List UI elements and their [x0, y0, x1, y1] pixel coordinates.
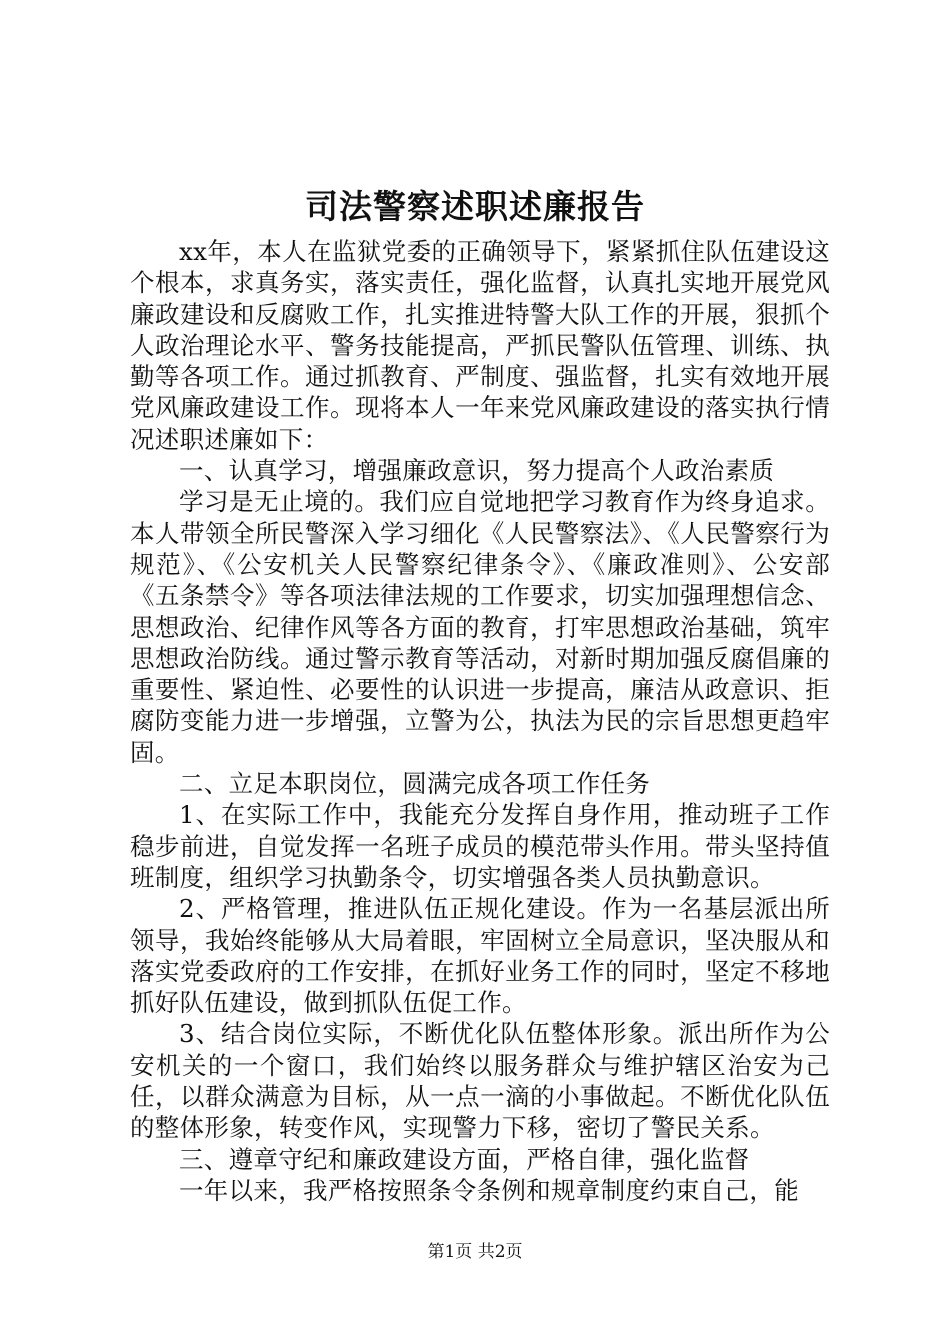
section-1-paragraph: 学习是无止境的。我们应自觉地把学习教育作为终身追求。本人带领全所民警深入学习细化《人民警察法》、《人民警察行为规范》、《公安机关人民警察纪律条令》、《廉政准则》、公安部《五条禁令》等各项法律法规的工作要求，切实加强理想信念、思想政治、纪律作风等各方面的教育，打牢思想政治基础，筑牢思想政治防线。通过警示教育等活动，对新时期加强反腐倡廉的重要性、紧迫性、必要性的认识进一步提高，廉洁从政意识、拒腐防变能力进一步增强，立警为公，执法为民的宗旨思想更趋牢固。 — [130, 487, 830, 767]
section-2-item-2: 2、严格管理，推进队伍正规化建设。作为一名基层派出所领导，我始终能够从大局着眼，牢固树立全局意识，坚决服从和落实党委政府的工作安排，在抓好业务工作的同时，坚定不移地抓好队伍建设，做到抓队伍促工作。 — [130, 894, 830, 1018]
document-title: 司法警察述职述廉报告 — [305, 187, 645, 226]
section-3-paragraph: 一年以来，我严格按照条令条例和规章制度约束自己，能 — [179, 1175, 799, 1205]
section-1-heading: 一、认真学习，增强廉政意识，努力提高个人政治素质 — [179, 456, 775, 486]
section-2-item-3: 3、结合岗位实际，不断优化队伍整体形象。派出所作为公安机关的一个窗口，我们始终以服务群众与维护辖区治安为己任，以群众满意为目标，从一点一滴的小事做起。不断优化队伍的整体形象，转变作风，实现警力下移，密切了警民关系。 — [130, 1019, 830, 1143]
section-2-item-1: 1、在实际工作中，我能充分发挥自身作用，推动班子工作稳步前进，自觉发挥一名班子成员的模范带头作用。带头坚持值班制度，组织学习执勤条令，切实增强各类人员执勤意识。 — [130, 800, 830, 892]
document-body — [130, 236, 830, 1206]
section-3-heading: 三、遵章守纪和廉政建设方面，严格自律，强化监督 — [179, 1144, 750, 1174]
section-2-heading: 二、立足本职岗位，圆满完成各项工作任务 — [179, 769, 651, 799]
intro-paragraph: xx年，本人在监狱党委的正确领导下，紧紧抓住队伍建设这个根本，求真务实，落实责任，强化监督，认真扎实地开展党风廉政建设和反腐败工作，扎实推进特警大队工作的开展，狠抓个人政治理论水平、警务技能提高，严抓民警队伍管理、训练、执勤等各项工作。通过抓教育、严制度、强监督，扎实有效地开展党风廉政建设工作。现将本人一年来党风廉政建设的落实执行情况述职述廉如下： — [130, 237, 830, 454]
page-indicator: 第1页 共2页 — [427, 1242, 523, 1262]
